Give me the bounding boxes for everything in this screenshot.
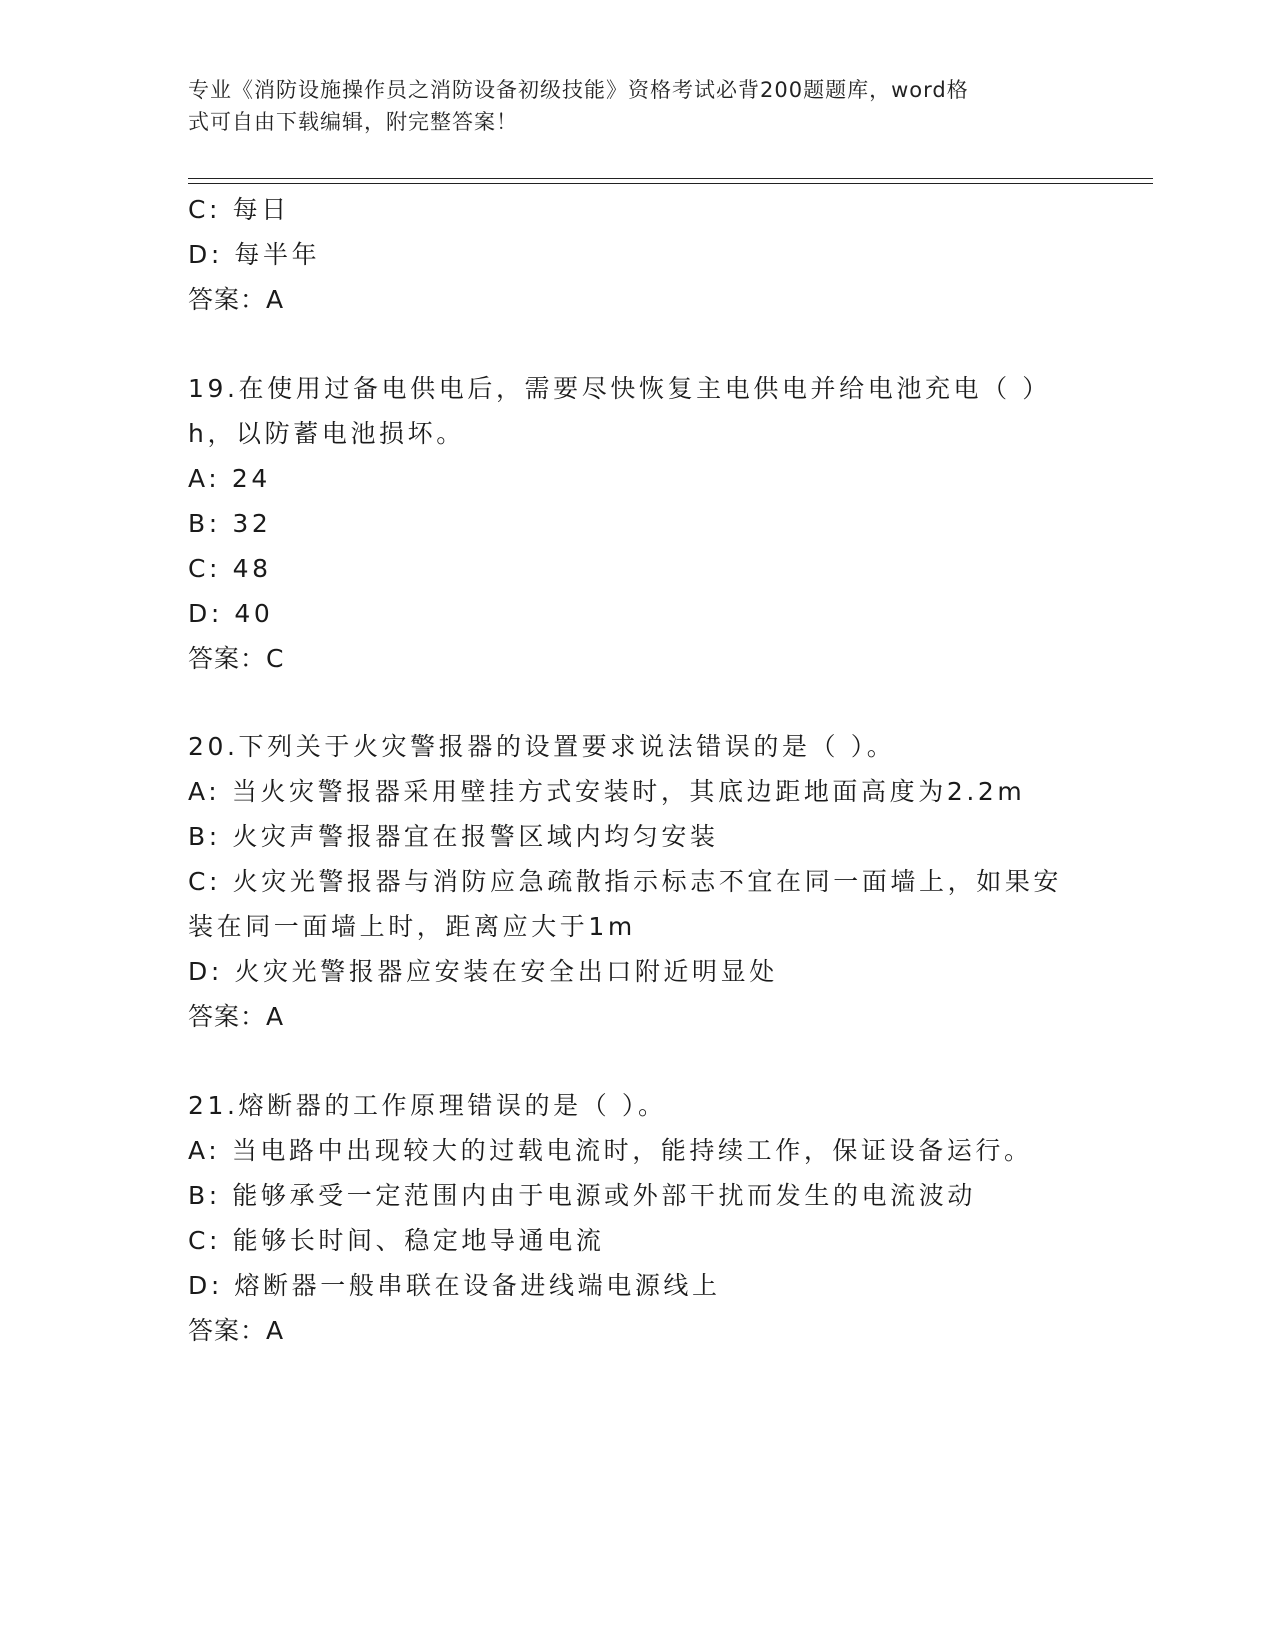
q20-option-c-line-2: 装在同一面墙上时，距离应大于1m <box>188 912 636 941</box>
q19-option-b: B: 32 <box>188 509 272 538</box>
q19-answer: 答案：C <box>188 644 285 673</box>
q21-option-b: B: 能够承受一定范围内由于电源或外部干扰而发生的电流波动 <box>188 1181 976 1210</box>
q19-stem-line-1: 19.在使用过备电供电后，需要尽快恢复主电供电并给电池充电（ ） <box>188 374 1051 403</box>
prev-answer: 答案：A <box>188 285 285 314</box>
prev-option-d: D: 每半年 <box>188 240 321 269</box>
q20-option-a: A: 当火灾警报器采用壁挂方式安装时，其底边距地面高度为2.2m <box>188 777 1026 806</box>
q19-option-d: D: 40 <box>188 599 274 628</box>
q19-option-a: A: 24 <box>188 464 271 493</box>
q21-option-a: A: 当电路中出现较大的过载电流时，能持续工作，保证设备运行。 <box>188 1136 1033 1165</box>
q20-stem-line-1: 20.下列关于火灾警报器的设置要求说法错误的是（ ）。 <box>188 732 896 761</box>
document-header <box>188 74 1068 138</box>
q21-answer: 答案：A <box>188 1316 285 1345</box>
q21-option-d: D: 熔断器一般串联在设备进线端电源线上 <box>188 1271 721 1300</box>
q20-option-b: B: 火灾声警报器宜在报警区域内均匀安装 <box>188 822 719 851</box>
q20-option-c-line-1: C: 火灾光警报器与消防应急疏散指示标志不宜在同一面墙上，如果安 <box>188 867 1063 896</box>
q20-answer: 答案：A <box>188 1002 285 1031</box>
header-line-2: 式可自由下载编辑，附完整答案！ <box>188 110 518 134</box>
q21-stem-line-1: 21.熔断器的工作原理错误的是（ ）。 <box>188 1091 667 1120</box>
q21-option-c: C: 能够长时间、稳定地导通电流 <box>188 1226 605 1255</box>
header-divider-top <box>188 178 1153 179</box>
q20-option-d: D: 火灾光警报器应安装在安全出口附近明显处 <box>188 957 778 986</box>
header-line-1: 专业《消防设施操作员之消防设备初级技能》资格考试必背200题题库，word格 <box>188 78 969 102</box>
prev-option-c: C: 每日 <box>188 195 290 224</box>
q19-option-c: C: 48 <box>188 554 272 583</box>
q19-stem-line-2: h，以防蓄电池损坏。 <box>188 419 465 448</box>
header-divider-bottom <box>188 183 1153 184</box>
